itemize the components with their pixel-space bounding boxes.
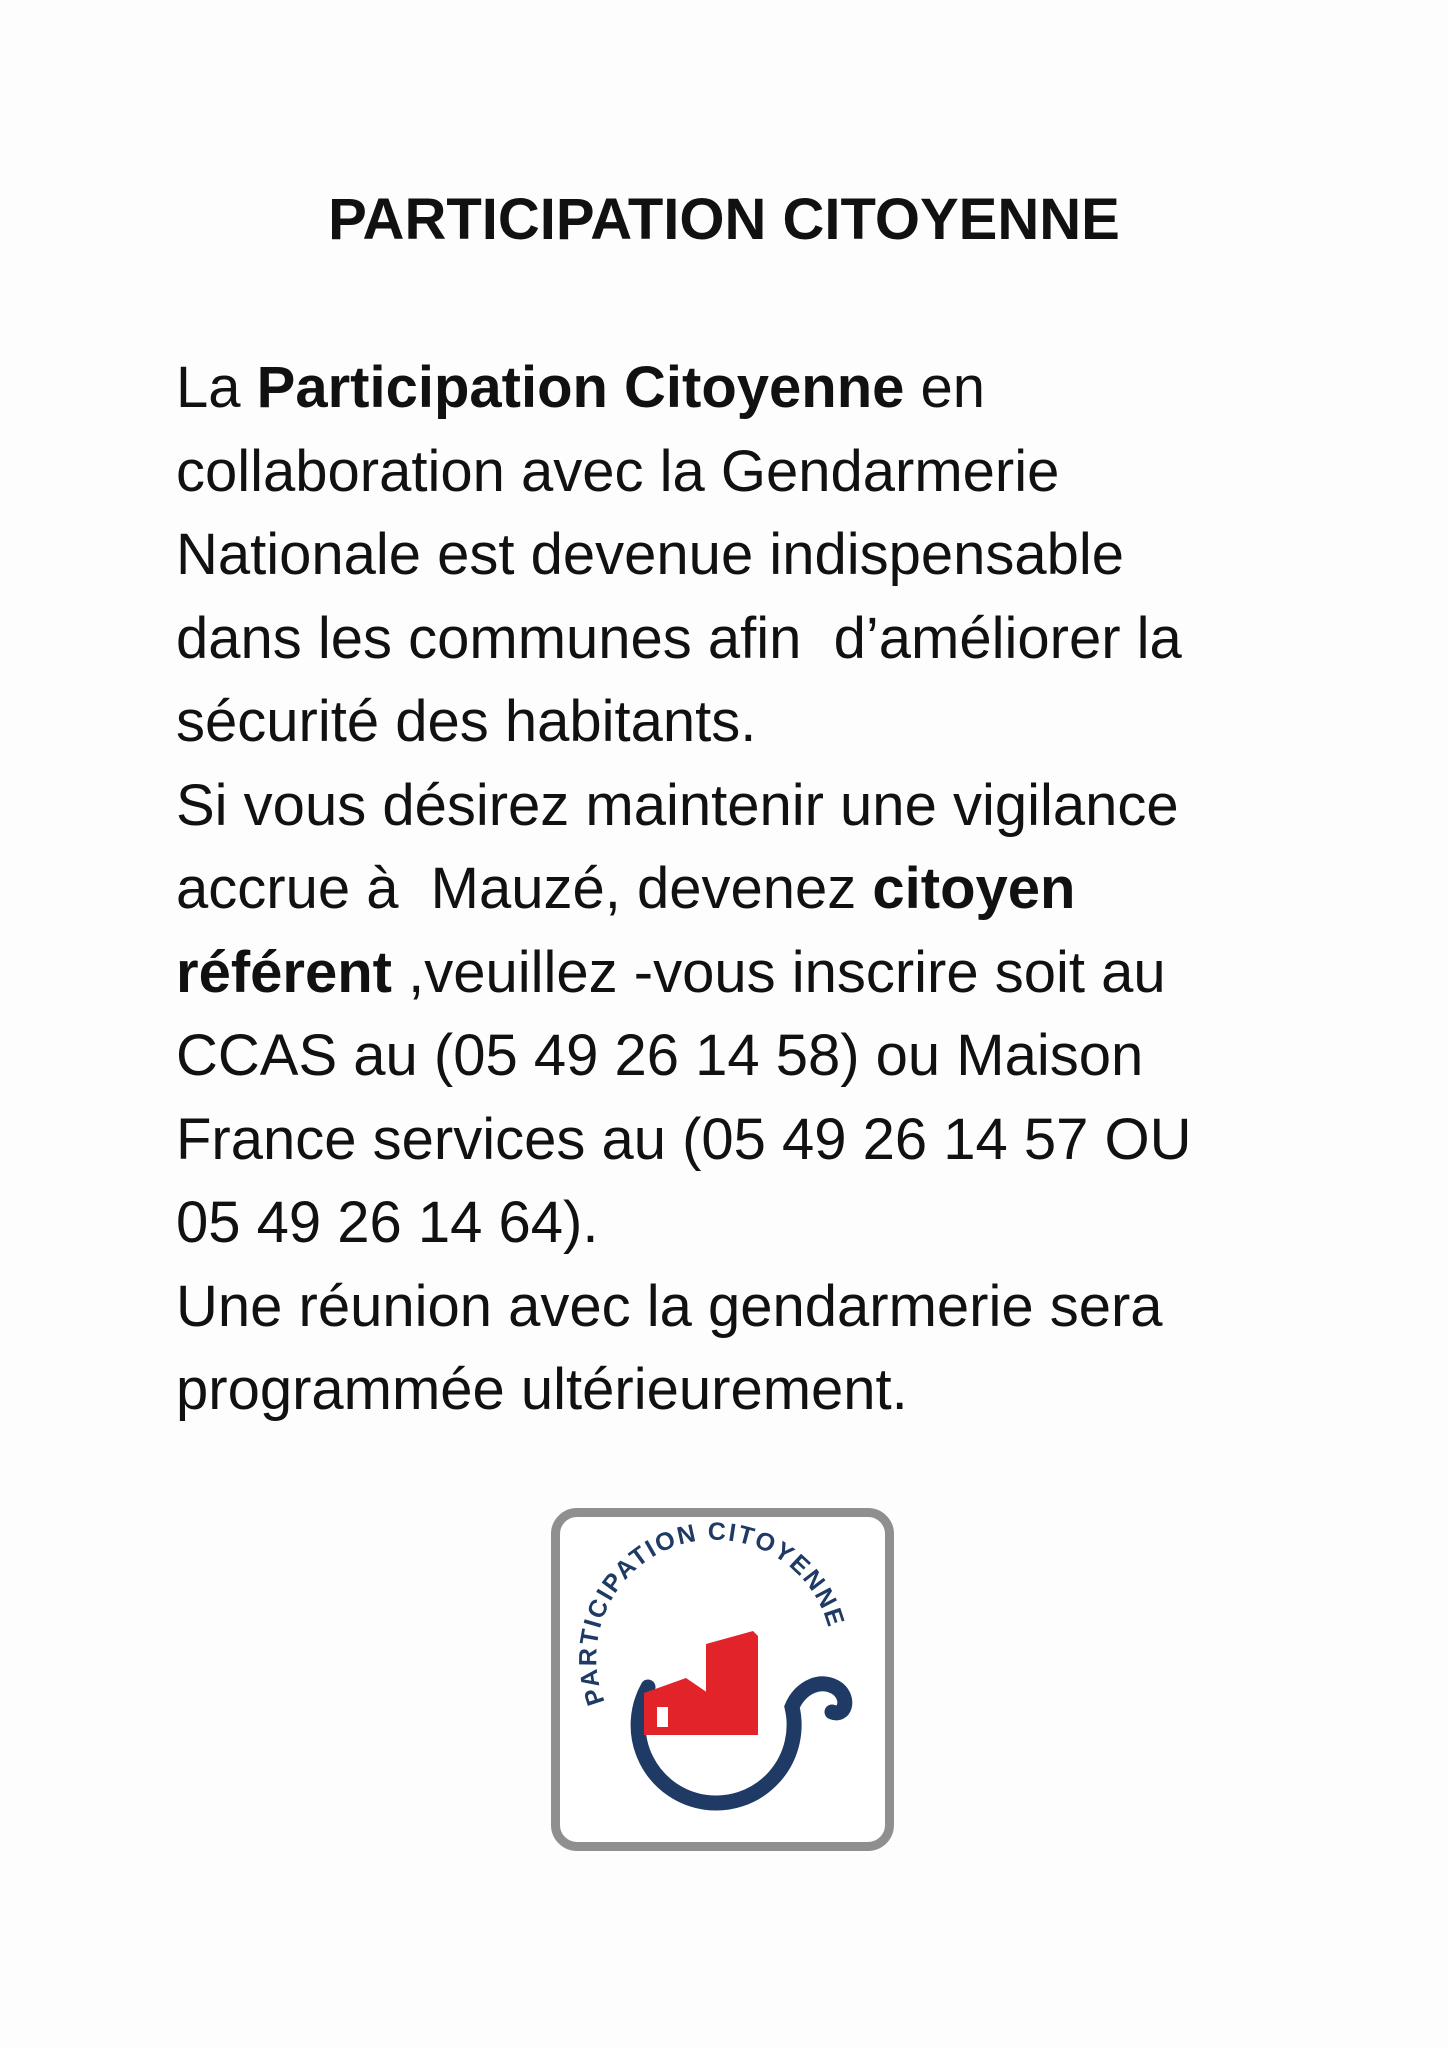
text-line: 05 49 26 14 64). (176, 1190, 599, 1255)
bold-text: citoyen (872, 856, 1076, 921)
logo-graphic (560, 1517, 885, 1842)
text-line: accrue à Mauzé, devenez citoyen (176, 856, 1076, 921)
logo-arc-text: PARTICIPATION CITOYENNE (574, 1517, 851, 1709)
bold-text: référent (176, 939, 392, 1005)
page-title: PARTICIPATION CITOYENNE (328, 187, 1120, 252)
body-paragraph (176, 346, 1316, 1432)
text-line: dans les communes afin d’améliorer la (176, 605, 1182, 671)
text-line: CCAS au (05 49 26 14 58) ou Maison (176, 1023, 1144, 1088)
text-line: référent ,veuillez -vous inscrire soit au (176, 939, 1166, 1005)
house-window (657, 1707, 668, 1727)
text-line: Nationale est devenue indispensable (176, 522, 1125, 587)
text-line: collaboration avec la Gendarmerie (176, 438, 1060, 504)
text-line: Une réunion avec la gendarmerie sera (176, 1273, 1163, 1339)
text-line: Si vous désirez maintenir une vigilance (176, 772, 1179, 838)
bold-text: Participation Citoyenne (256, 355, 905, 420)
text-line: France services au (05 49 26 14 57 OU (176, 1106, 1192, 1172)
text-line: La Participation Citoyenne en (176, 355, 986, 420)
text-line: programmée ultérieurement. (176, 1357, 908, 1422)
text-line: sécurité des habitants. (176, 689, 757, 754)
participation-citoyenne-logo (551, 1508, 894, 1851)
